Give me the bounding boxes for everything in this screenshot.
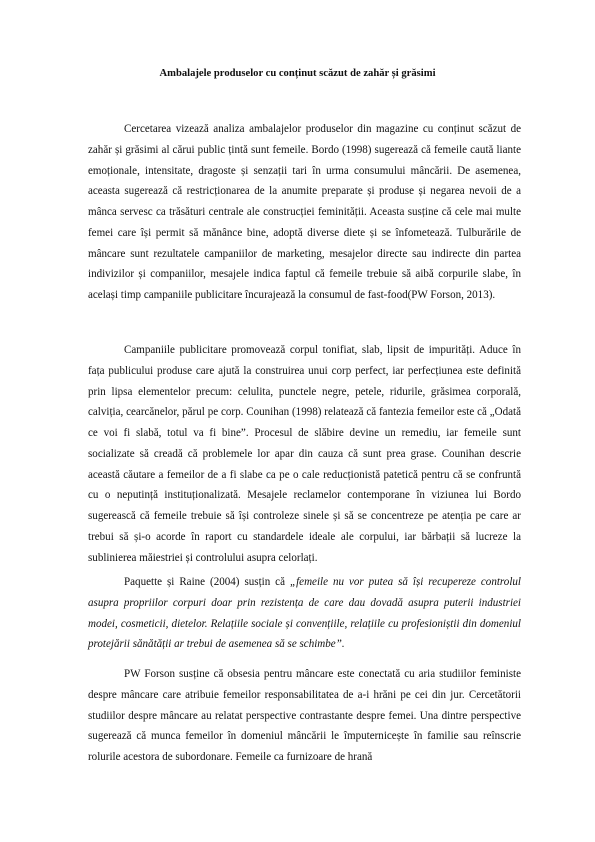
paragraph-intro: Cercetarea vizează analiza ambalajelor produselor din magazine cu conținut scăzut de zahăr și grăsimi al cărui public țintă sunt femeile. Bordo (1998) sugerează că femeile caută liante emoționale, intensitate, dragoste și senzații tari în urma consumului mâncării. De asemenea, aceasta sugerează că restricționarea de la anumite preparate și produse și negarea nevoii de a mânca servesc ca trăsături centrale ale construcției feminității. Aceasta susține că cele mai multe femei care își permit să mănânce bine, adoptă diverse diete și se înfometează. Tulburările de mâncare sunt rezultatele campaniilor de marketing, mesajelor directe sau indirecte din partea indivizilor și companiilor, mesajele indica faptul că femeile trebuie să aibă corpurile slabe, în același timp campaniile publicitare încurajează la consumul de fast-food(PW Forson, 2013). [88,123,521,301]
quote-lead: Paquette și Raine (2004) susțin că [124,576,290,588]
quote-text: „femeile nu vor putea să își recupereze controlul asupra propriilor corpuri doar prin rezistența de care dau dovadă asupra puterii industriei modei, cosmeticii, dietelor. Relațiile sociale și convențiile, relațiile cu profesioniștii din domeniul protejării sănătății ar trebui de asemenea să se schimbe”. [88,576,521,651]
paragraph-forson: PW Forson susține că obsesia pentru mâncare este conectată cu aria studiilor feministe despre mâncare care atribuie femeilor responsabilitatea de a-i hrăni pe cei din jur. Cercetătorii studiilor despre mâncare au relatat perspective contrastante despre femei. Una dintre perspective sugerează că munca femeilor în domeniul mâncării le împuternicește în familie sau reînscrie rolurile acestora de subordonare. Femeile ca furnizoare de hrană [88,668,521,763]
paragraph-quote [88,572,521,655]
document-title: Ambalajele produselor cu conținut scăzut de zahăr și grăsimi [159,68,436,79]
paragraph-advertising: Campaniile publicitare promovează corpul tonifiat, slab, lipsit de impurități. Aduce în fața publicului produse care ajută la construirea unui corp perfect, iar perfecțiunea este definită prin lipsa elementelor precum: celulita, punctele negre, petele, ridurile, grăsimea corporală, calviția, cearcănelor, părul pe corp. Counihan (1998) relatează că fantezia femeilor este că „Odată ce voi fi slabă, totul va fi bine”. Procesul de slăbire devine un remediu, iar femeile sunt socializate să creadă că problemele lor apar din cauza că sunt prea grase. Counihan descrie această căutare a femeilor de a fi slabe ca pe o cale reducționistă patetică pentru că se confruntă cu o neputință instituționalizată. Mesajele reclamelor contemporane în viziunea lui Bordo sugerească că femeile trebuie să își controleze sinele și să se concentreze pe atenția pe care ar trebui să și-o acorde în raport cu standardele ideale ale corpului, iar bărbații să lucreze la sublinierea măiestriei și controlului asupra celorlați. [88,344,521,564]
